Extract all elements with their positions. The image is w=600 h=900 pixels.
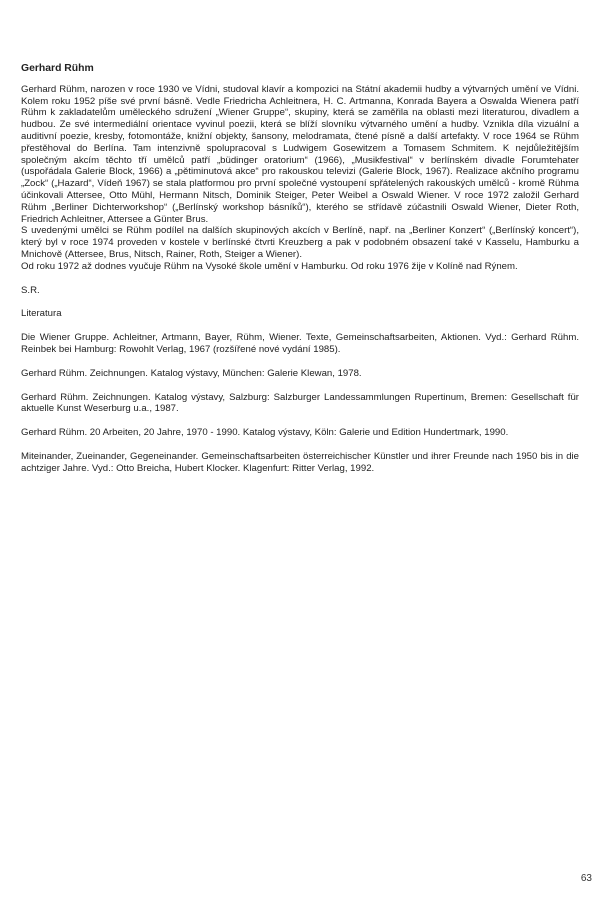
literature-entry: Gerhard Rühm. Zeichnungen. Katalog výstavy, München: Galerie Klewan, 1978. [21, 367, 362, 379]
literature-entry: Miteinander, Zueinander, Gegeneinander. Gemeinschaftsarbeiten österreichischer Künstler und ihrer Freunde nach 1950 bis in die achtziger Jahre. Vyd.: Otto Breicha, Hubert Klocker. Klagenfurt: Ritter Verlag, 1992. [21, 450, 579, 474]
article-content [21, 63, 579, 475]
bio-paragraph: Gerhard Rühm, narozen v roce 1930 ve Vídni, studoval klavír a kompozici na Státní akademii hudby a výtvarných umění ve Vídni. Kolem roku 1952 píše své první básně. Vedle Friedricha Achleitnera, H. C. Artmanna, Konrada Bayera a Oswalda Wienera patří Rühm k zakladatelům uměleckého sdružení „Wiener Gruppe“, skupiny, která se zaměřila na oblasti mezi literaturou, divadlem a hudbou. Ze své intermediální orientace vyvinul poezii, která se blíží slovníku výtvarného umění a hudby. Vznikla díla vizuální a auditivní poezie, kresby, fotomontáže, knižní objekty, šansony, melodramata, čtené písně a další artefakty. V roce 1964 se Rühm přestěhoval do Berlína. Tam intenzivně spolupracoval s Ludwigem Gosewitzem a Tomasem Schmitem. K nejdůležitějším společným akcím těchto tří umělců patří „büdinger oratorium“ (1966), „Musikfestival“ v berlínském divadle Forumtehater (uspořádala Galerie Block, 1966) a „pětiminutová akce“ pro rakouskou televizi (Galerie Block, 1967). Realizace akčního programu „Zock“ („Hazard“, Vídeň 1967) se stala platformou pro první společné vystoupení spřátelených rakouských umělců - kromě Rühma účinkovali Attersee, Otto Mühl, Hermann Nitsch, Dominik Steiger, Peter Weibel a Oswald Wiener. V roce 1972 založil Gerhard Rühm „Berliner Dichterworkshop“ („Berlínský workshop básníků“), kterého se střídavě zúčastnili Oswald Wiener, Dieter Roth, Friedrich Achleitner, Attersee a Günter Brus. [21, 83, 579, 225]
author-signature: S.R. [21, 284, 40, 296]
literature-entry: Gerhard Rühm. 20 Arbeiten, 20 Jahre, 1970 - 1990. Katalog výstavy, Köln: Galerie und Edition Hundertmark, 1990. [21, 427, 509, 439]
literature-entry: Gerhard Rühm. Zeichnungen. Katalog výstavy, Salzburg: Salzburger Landessammlungen Rupertinum, Bremen: Gesellschaft für aktuelle Kunst Weserburg u.a., 1987. [21, 391, 579, 415]
literature-entry: Die Wiener Gruppe. Achleitner, Artmann, Bayer, Rühm, Wiener. Texte, Gemeinschaftsarbeiten, Aktionen. Vyd.: Gerhard Rühm. Reinbek bei Hamburg: Rowohlt Verlag, 1967 (rozšířené nové vydání 1985). [21, 332, 579, 355]
article-title: Gerhard Rühm [21, 63, 94, 74]
page-number: 63 [580, 873, 592, 884]
bio-paragraph: S uvedenými umělci se Rühm podílel na dalších skupinových akcích v Berlíně, např. na „Berliner Konzert“ („Berlínský koncert“), který byl v roce 1974 proveden v kostele v berlínské čtvrti Kreuzberg a pak v podobném obsazení také v Kasselu, Hamburku a Mnichově (Attersee, Brus, Nitsch, Rainer, Roth, Steiger a Wiener). [21, 225, 579, 260]
literature-heading: Literatura [21, 308, 62, 320]
bio-paragraph: Od roku 1972 až dodnes vyučuje Rühm na Vysoké škole umění v Hamburku. Od roku 1976 žije v Kolíně nad Rýnem. [21, 260, 518, 272]
